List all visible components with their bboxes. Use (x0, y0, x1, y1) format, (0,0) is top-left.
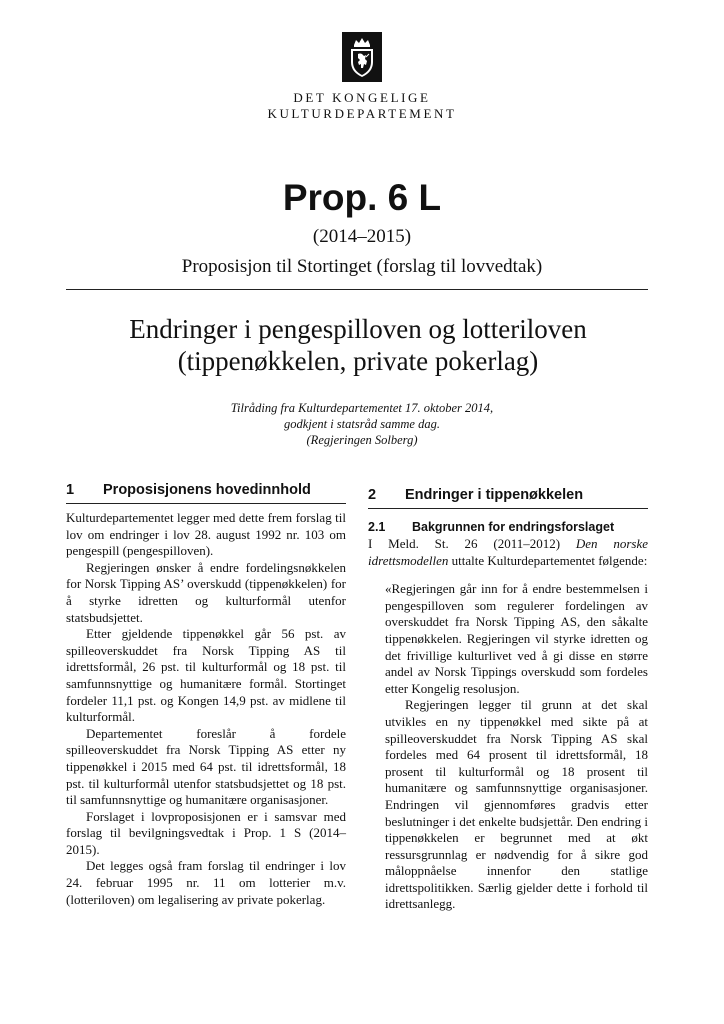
section-2-title: Endringer i tippenøkkelen (405, 487, 584, 503)
norwegian-royal-crest-icon (342, 32, 382, 82)
section-1-paragraph: Det legges også fram forslag til endringer i lov 24. februar 1995 nr. 11 om lotterier m.v. (lotteriloven) om legalisering av private pokerlag. (66, 858, 346, 907)
document-title (80, 313, 636, 377)
proposition-type: Proposisjon til Stortinget (forslag til lovvedtak) (181, 256, 543, 277)
section-2-number: 2 (368, 487, 377, 503)
subsection-2-1-heading (368, 520, 648, 534)
approval-line-2: godkjent i statsråd samme dag. (284, 417, 440, 431)
title-line-1: Endringer i pengespilloven og lotteriloven (129, 314, 587, 344)
section-1-paragraph: Regjeringen ønsker å endre fordelingsnøkkelen for Norsk Tipping AS’ overskudd (tippenøkkelen) for å styrke idretten og kulturformål utenfor statsbudsjettet. (66, 559, 346, 625)
subsection-2-1-number: 2.1 (368, 520, 386, 534)
subsection-2-1-title: Bakgrunnen for endringsforslaget (412, 520, 615, 534)
intro-text-after: uttalte Kulturdepartementet følgende: (448, 552, 648, 568)
cited-report-title: Den norske idrettsmodellen (368, 536, 648, 568)
section-1-paragraph: Etter gjeldende tippenøkkel går 56 pst. av spilleoverskuddet fra Norsk Tipping AS til idrettsformål, 26 pst. til kulturformål og 18 pst. til samfunnsnyttige og humanitære formål. Stortinget fordeler 11,1 pst. og Kongen 14,9 pst. av midlene til kulturformål. (66, 626, 346, 725)
block-quote (385, 581, 648, 913)
ministry-header (0, 32, 724, 122)
title-line-2: (tippenøkkelen, private pokerlag) (177, 346, 539, 376)
section-1-heading (66, 482, 346, 504)
quote-paragraph: Regjeringen legger til grunn at det skal utvikles en ny tippenøkkel med sikte på at spilleoverskuddet fra Norsk Tipping AS skal fordeles med 64 prosent til idrettsformål, 18 prosent til kulturformål og 18 prosent til humanitære og samfunnsnyttige organisasjoner. Endringen vil gjennomføres gradvis etter beslutninger i det enkelte budsjettår. Den endring i tippenøkkelen er begrunnet med at økt ressursgrunnlag er nødvendig for å sikre god måloppnåelse innenfor den statlige idrettspolitikken. Særlig gjelder dette i forhold til idrettsanlegg. (385, 697, 648, 912)
right-column (368, 487, 648, 913)
ministry-name-line2: KULTURDEPARTEMENT (267, 106, 457, 121)
session-year: (2014–2015) (312, 226, 412, 247)
ministry-name-line1: DET KONGELIGE (293, 90, 431, 105)
section-1-number: 1 (66, 482, 75, 498)
approval-line-3: (Regjeringen Solberg) (306, 433, 418, 447)
section-1-paragraph: Departementet foreslår å fordele spilleoverskuddet fra Norsk Tipping AS etter ny tippenøkkel i 2015 med 64 pst. til idrettsformål, 18 pst. til kulturformål utenfor statsbudsjettet og 18 pst. til samfunnsnyttige og humanitære organisasjoner. (66, 725, 346, 808)
section-1-paragraph: Kulturdepartementet legger med dette frem forslag til lov om endringer i lov 28. august 1992 nr. 103 om pengespill (pengespilloven). (66, 510, 346, 559)
intro-text-before: I Meld. St. 26 (2011–2012) (368, 536, 576, 551)
proposition-number: Prop. 6 L (282, 177, 442, 218)
approval-line-1: Tilråding fra Kulturdepartementet 17. oktober 2014, (230, 401, 494, 415)
quote-paragraph: «Regjeringen går inn for å endre bestemmelsen i pengespilloven som regulerer fordelingen av overskuddet fra Norsk Tipping AS, den såkalte tippenøkkelen. Regjeringen vil styrke idretten og det frivillige kulturlivet ved å gi disse en større andel av Norsk Tippings overskudd som fordeles etter Kongelig resolusjon. (385, 581, 648, 696)
approval-note (150, 400, 574, 448)
left-column (66, 482, 346, 908)
section-1-paragraph: Forslaget i lovproposisjonen er i samsvar med forslag til bevilgningsvedtak i Prop. 1 S (2014–2015). (66, 808, 346, 857)
section-1-title: Proposisjonens hovedinnhold (103, 482, 311, 498)
title-divider (66, 289, 648, 290)
section-2-intro (368, 536, 648, 569)
section-2-heading (368, 487, 648, 509)
